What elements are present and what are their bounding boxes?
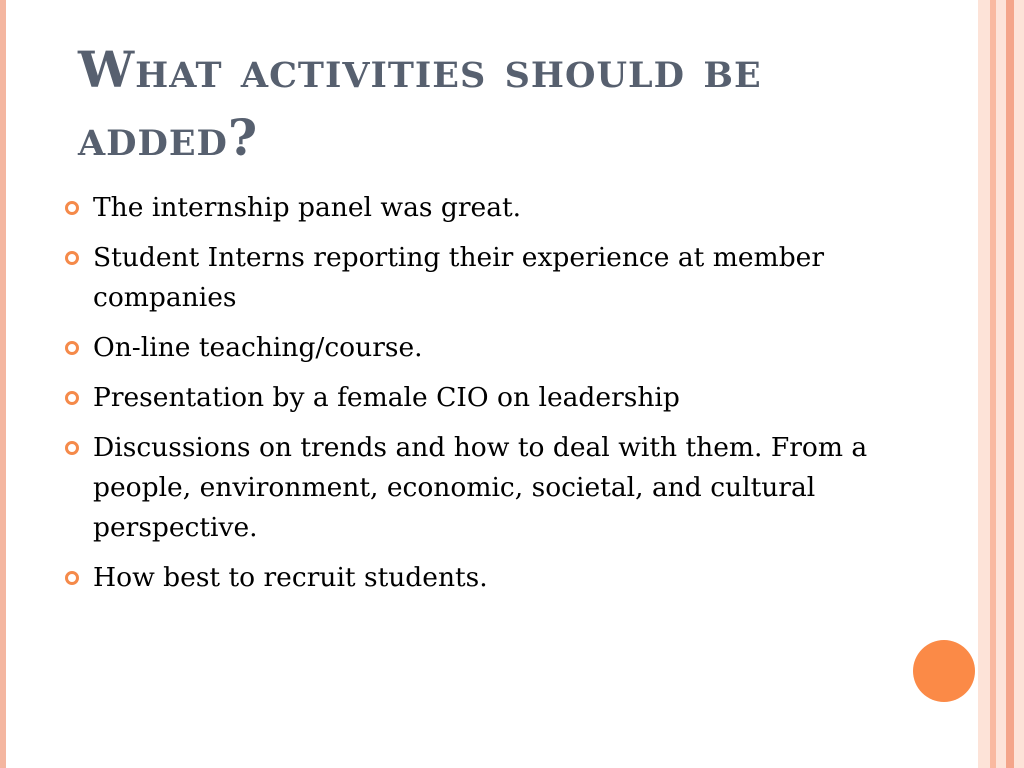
- bullet-text: The internship panel was great.: [93, 192, 522, 223]
- circle-bullet-icon: [65, 441, 79, 455]
- bullet-text: Discussions on trends and how to deal with them. From a people, environment, economic, societal, and cultural perspective.: [93, 432, 868, 543]
- circle-bullet-icon: [65, 251, 79, 265]
- circle-bullet-icon: [65, 571, 79, 585]
- bullet-text: Presentation by a female CIO on leadership: [93, 382, 680, 413]
- bullet-item: [62, 188, 902, 228]
- bullet-item: [62, 378, 902, 418]
- border-stripe: [1014, 0, 1024, 768]
- circle-bullet-icon: [65, 201, 79, 215]
- bullet-text: How best to recruit students.: [93, 562, 488, 593]
- slide-right-border: [978, 0, 1024, 768]
- circle-bullet-icon: [65, 341, 79, 355]
- bullet-text: On-line teaching/course.: [93, 332, 423, 363]
- bullet-item: [62, 328, 902, 368]
- slide-title: What activities should be added?: [78, 40, 762, 167]
- border-stripe: [996, 0, 1006, 768]
- bullet-list: [62, 188, 902, 608]
- slide-left-border: [0, 0, 6, 768]
- bullet-item: [62, 428, 902, 548]
- bullet-text: Student Interns reporting their experience at member companies: [93, 242, 825, 313]
- border-stripe: [978, 0, 990, 768]
- circle-bullet-icon: [65, 391, 79, 405]
- border-stripe: [1006, 0, 1014, 768]
- bullet-item: [62, 558, 902, 598]
- decorative-orange-circle: [913, 640, 975, 702]
- bullet-item: [62, 238, 902, 318]
